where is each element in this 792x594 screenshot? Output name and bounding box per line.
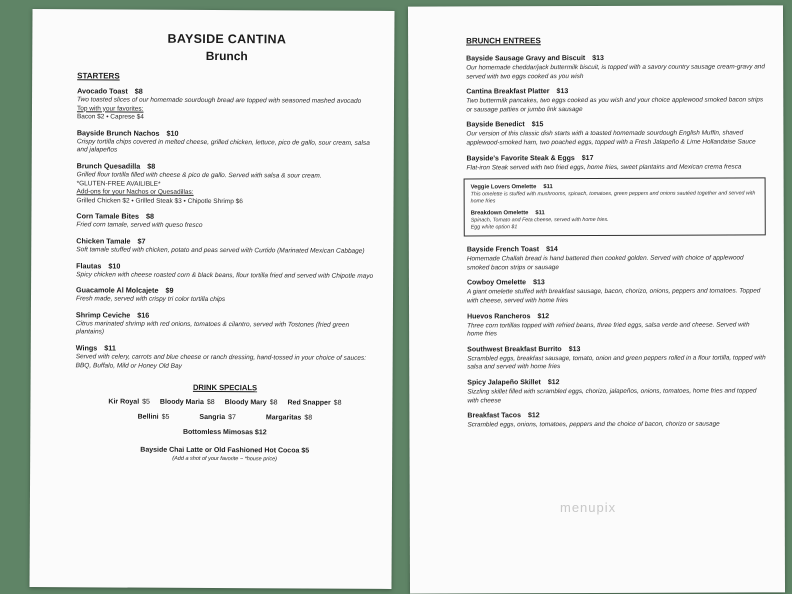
box-item — [471, 209, 759, 232]
item-desc: Soft tamale stuffed with chicken, potato and peas served with Curtido (Marinated Mexican Cabbage) — [76, 246, 365, 255]
item-extra: Add-ons for your Nachos or Quesadillas: — [76, 188, 194, 197]
item-desc: Grilled flour tortilla filled with cheese & pico de gallo. Served with salsa & sour cream. — [76, 171, 322, 180]
item-desc: This omelette is stuffed with mushrooms, spinach, tomatoes, green peppers and onions sautéed together and served with home fries — [470, 190, 756, 205]
item-desc: A giant omelette stuffed with breakfast sausage, bacon, chorizo, onions, peppers and tomatoes. Topped with cheese, served with home fries — [466, 287, 761, 305]
item-desc: Crispy tortilla chips covered in melted cheese, grilled chicken, lettuce, pico de gallo, sour cream, salsa and jalapeños — [76, 138, 370, 154]
item-name: Corn Tamale Bites — [76, 211, 140, 221]
item-price: $10 — [166, 128, 179, 138]
item-name: Southwest Breakfast Burrito — [467, 345, 562, 354]
item-price: $13 — [568, 345, 581, 353]
drinks-heading: DRINK SPECIALS — [192, 382, 258, 393]
item-extra: *GLUTEN-FREE AVAILIBLE* — [76, 179, 161, 188]
item-name: Flautas — [76, 260, 102, 270]
item-name: Huevos Rancheros — [467, 312, 531, 320]
item-price: $11 — [543, 184, 553, 191]
menu-item — [467, 311, 766, 339]
menu-item — [76, 161, 375, 207]
item-price: $12 — [537, 312, 550, 320]
item-name: Bayside Benedict — [466, 121, 525, 129]
item-price: $8 — [145, 211, 155, 222]
drink-note: (Add a shot of your favorite ~ *house price) — [172, 455, 278, 463]
item-extra: Top with your favorites: — [76, 104, 144, 113]
drink-item: Kir Royal $5 — [108, 398, 150, 406]
menu-item — [76, 285, 375, 305]
starters-page — [29, 9, 394, 589]
item-desc: Flat-iron Steak served with two fried eggs, home fries, sweet plantains and Mexican crema fresca — [466, 163, 742, 172]
item-extra: Grilled Chicken $2 • Grilled Steak $3 • Chipotle Shrimp $6 — [76, 197, 243, 205]
item-price: $15 — [531, 121, 544, 129]
item-name: Avocado Toast — [77, 86, 128, 96]
drink-item: Margaritas $8 — [265, 414, 313, 422]
drink-item: Bloody Mary $8 — [224, 399, 278, 407]
item-name: Breakdown Omelette — [470, 210, 529, 217]
item-desc: Our homemade cheddar/jack buttermilk biscuit, is topped with a savory country sausage cream-gravy and served with two eggs cooked as you wish — [466, 63, 765, 81]
item-desc: Citrus marinated shrimp with red onions, tomatoes & cilantro, served with Tostones (fried green plantains) — [75, 320, 350, 336]
item-price: $8 — [134, 86, 143, 96]
menu-item — [76, 212, 375, 232]
item-desc: Two buttermilk pancakes, two eggs cooked as you wish and your choice applewood smoked bacon strips or sausage patties or jumbo link sausage — [466, 96, 764, 114]
watermark: menupix — [560, 500, 617, 515]
drink-item: Red Snapper $8 — [287, 399, 342, 407]
item-desc: Egg white option $1 — [470, 224, 518, 231]
item-name: Shrimp Ceviche — [75, 310, 131, 320]
drinks-row — [75, 413, 374, 422]
item-price: $13 — [533, 279, 545, 287]
omelette-box — [464, 178, 766, 237]
menu-item — [76, 236, 375, 256]
item-name: Wings — [75, 343, 98, 353]
item-desc: Our version of this classic dish starts with a toasted homemade sourdough English Muffin, shaved applewood-smoked ham, two poached eggs, topped with a Fresh Jalapeño & Lime Hollandaise Sauce — [466, 129, 756, 147]
item-price: $14 — [546, 246, 558, 254]
drink-item: Bloody Maria $8 — [159, 398, 215, 407]
item-name: Breakfast Tacos — [467, 412, 521, 420]
item-name: Cowboy Omelette — [466, 279, 527, 287]
item-desc: Spicy chicken with cheese roasted corn & black beans, flour tortilla fried and served with Chipotle mayo — [76, 270, 374, 280]
item-desc: Scrambled eggs, breakfast sausage, tomato, onion and green peppers rolled in a flour tortilla, topped with salsa and served with home fries — [467, 354, 766, 371]
item-desc: Served with celery, carrots and blue cheese or ranch dressing, hand-tossed in your choice of sauces: BBQ, Buffalo, Mild or Honey Old Bay — [75, 353, 367, 370]
item-price: $9 — [165, 285, 174, 295]
item-price: $10 — [108, 260, 121, 271]
menu-item — [467, 411, 766, 431]
item-price: $11 — [535, 210, 545, 217]
restaurant-title: BAYSIDE CANTINA — [167, 31, 287, 47]
item-desc: Homemade Challah bread is hand battered then cooked golden. Served with choice of applewood smoked bacon strips or sausage — [466, 254, 744, 272]
item-price: $8 — [147, 161, 156, 171]
menu-item — [466, 120, 765, 148]
menu-item — [467, 245, 766, 273]
menu-item — [77, 128, 376, 157]
menu-item — [76, 310, 375, 339]
item-desc: Fresh made, served with crispy tri color tortilla chips — [75, 295, 226, 304]
item-name: Chicken Tamale — [76, 236, 131, 246]
item-name: Bayside French Toast — [466, 246, 540, 254]
chai-special: Bayside Chai Latte or Old Fashioned Hot Cocoa $5 — [140, 446, 310, 455]
item-price: $11 — [104, 343, 116, 353]
item-price: $17 — [581, 154, 594, 162]
item-price: $7 — [137, 236, 146, 246]
entrees-heading: BRUNCH ENTREES — [466, 36, 541, 46]
menu-subtitle: Brunch — [205, 48, 248, 64]
item-name: Brunch Quesadilla — [76, 161, 141, 171]
menu-item — [76, 261, 375, 281]
menu-item — [466, 153, 765, 173]
item-price: $13 — [556, 88, 569, 96]
item-name: Spicy Jalapeño Skillet — [467, 379, 541, 387]
item-price: $12 — [527, 412, 540, 420]
menu-item — [466, 53, 765, 81]
starters-heading: STARTERS — [77, 71, 120, 81]
item-price: $12 — [547, 379, 560, 387]
item-name: Cantina Breakfast Platter — [466, 88, 550, 96]
mimosas-special: Bottomless Mimosas $12 — [182, 428, 267, 437]
item-desc: Sizzling skillet filled with scrambled eggs, chorizo, jalapeños, onions, tomatoes, home fries and topped with cheese — [467, 387, 757, 404]
item-desc: Spinach, Tomato and Feta cheese, served with home fries. — [470, 217, 609, 224]
menu-item — [77, 86, 376, 123]
box-item — [471, 183, 759, 206]
drink-item: Bellini $5 — [137, 413, 170, 421]
item-name: Veggie Lovers Omelette — [470, 184, 537, 191]
item-name: Guacamole Al Molcajete — [76, 285, 159, 295]
menu-item — [467, 278, 766, 306]
item-price: $16 — [137, 310, 150, 320]
item-name: Bayside Sausage Gravy and Biscuit — [466, 55, 586, 63]
item-desc: Fried corn tamale, served with queso fresco — [76, 221, 203, 230]
drinks-row — [75, 398, 374, 407]
item-desc: Three corn tortillas topped with refried beans, three fried eggs, salsa verde and cheese. Served with home fries — [467, 320, 750, 338]
menu-item — [467, 377, 766, 405]
item-desc: Scrambled eggs, onions, tomatoes, peppers and the choice of bacon, chorizo or sausage — [467, 420, 720, 429]
drink-item: Sangria $7 — [199, 414, 236, 422]
item-name: Bayside's Favorite Steak & Eggs — [466, 154, 575, 163]
menu-item — [467, 344, 766, 372]
menu-item — [466, 87, 765, 115]
item-desc: Two toasted slices of our homemade sourdough bread are topped with seasoned mashed avocado — [77, 96, 362, 105]
menu-item — [76, 343, 375, 372]
item-extra: Bacon $2 • Caprese $4 — [76, 113, 144, 121]
item-name: Bayside Brunch Nachos — [76, 128, 160, 138]
item-price: $13 — [592, 54, 604, 63]
